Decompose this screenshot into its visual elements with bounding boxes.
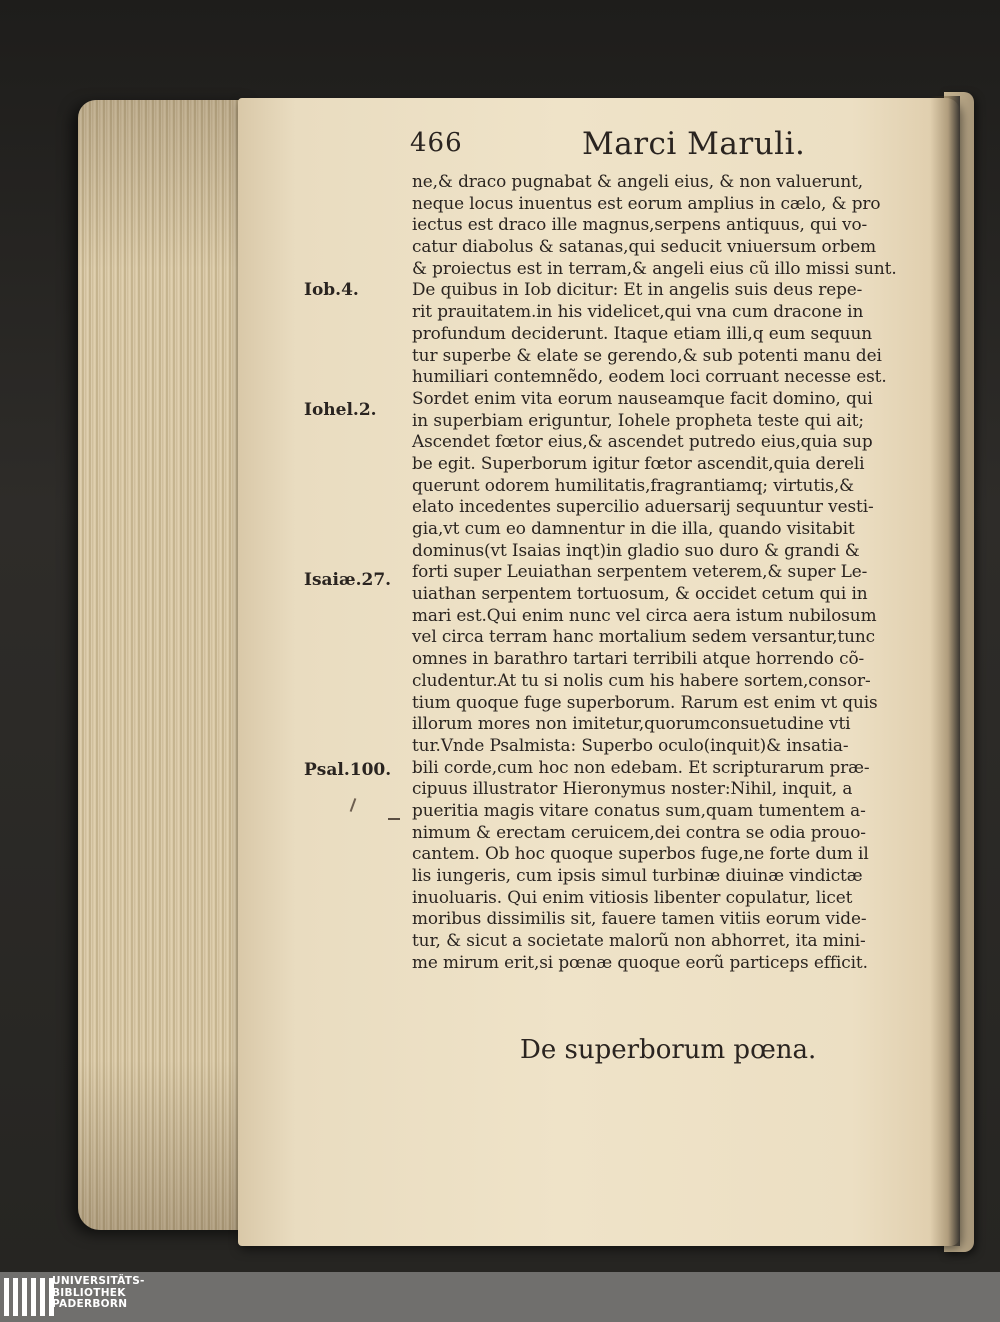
text-line: De quibus in Iob dicitur: Et in angelis suis deus repe- — [412, 280, 863, 301]
library-name-line-2: BIBLIOTHEK — [52, 1286, 126, 1299]
running-head: Marci Maruli. — [582, 126, 806, 162]
text-line: & proiectus est in terram,& angeli eius cũ illo missi sunt. — [412, 258, 897, 279]
text-line: inuoluaris. Qui enim vitiosis libenter copulatur, licet — [412, 887, 853, 908]
text-line: cipuus illustrator Hieronymus noster:Nihil, inquit, a — [412, 779, 853, 800]
text-line: Sordet enim vita eorum nauseamque facit domino, qui — [412, 388, 873, 409]
text-line: elato incedentes supercilio aduersarij sequuntur vesti- — [412, 497, 874, 518]
library-name-line-1: UNIVERSITÄTS- — [52, 1275, 145, 1287]
text-line: neque locus inuentus est eorum amplius in cælo, & pro — [412, 193, 881, 214]
text-line: nimum & erectam ceruicem,dei contra se odia prouo- — [412, 822, 866, 843]
text-line: catur diabolus & satanas,qui seducit vniuersum orbem — [412, 237, 877, 258]
text-line: pueritia magis vitare conatus sum,quam tumentem a- — [412, 800, 866, 821]
text-line: gia,vt cum eo damnentur in die illa, quando visitabit — [412, 519, 855, 539]
page-edges-shading — [78, 100, 250, 1230]
text-line: omnes in barathro tartari terribili atque horrendo cõ- — [412, 649, 865, 670]
text-line: lis iungeris, cum ipsis simul turbinæ diuinæ vindictæ — [412, 866, 863, 886]
text-line: forti super Leuiathan serpentem veterem,& super Le- — [412, 562, 868, 583]
text-line: vel circa terram hanc mortalium sedem versantur,tunc — [412, 627, 875, 648]
margin-note-isaiae: Isaiæ.27. — [304, 570, 392, 590]
text-line: humiliari contemnẽdo, eodem loci corruant necesse est. — [412, 367, 887, 388]
text-line: be egit. Superborum igitur fœtor ascendit,quia dereli — [412, 453, 865, 474]
text-line: in superbiam eriguntur, Iohele propheta teste qui ait; — [412, 410, 864, 431]
text-line: cantem. Ob hoc quoque superbos fuge,ne forte dum il — [412, 844, 869, 865]
text-line: tur superbe & elate se gerendo,& sub potenti manu dei — [412, 345, 882, 366]
text-line: uiathan serpentem tortuosum, & occidet cetum qui in — [412, 584, 868, 605]
text-line: iectus est draco ille magnus,serpens antiquus, qui vo- — [412, 215, 868, 236]
text-line: me mirum erit,si pœnæ quoque eorũ particeps efficit. — [412, 952, 868, 973]
text-line: cludentur.At tu si nolis cum his habere sortem,consor- — [412, 670, 871, 691]
text-line: querunt odorem humilitatis,fragrantiamq; virtutis,& — [412, 475, 855, 496]
margin-note-psal: Psal.100. — [304, 760, 392, 780]
text-line: Ascendet fœtor eius,& ascendet putredo eius,quia sup — [412, 432, 873, 453]
section-heading: De superborum pœna. — [520, 1035, 817, 1065]
text-line: tur.Vnde Psalmista: Superbo oculo(inquit)& insatia- — [412, 735, 849, 756]
margin-note-iohel: Iohel.2. — [304, 400, 377, 420]
ink-dash — [388, 818, 400, 820]
library-name-line-3: PADERBORN — [52, 1298, 128, 1310]
page-header — [410, 128, 930, 168]
text-line: profundum deciderunt. Itaque etiam illi,q eum sequun — [412, 323, 872, 344]
page-number: 466 — [410, 128, 463, 158]
body-text — [412, 172, 932, 974]
library-name — [52, 1276, 145, 1311]
text-line: rit prauitatem.in his videlicet,qui vna cum dracone in — [412, 302, 864, 323]
text-line: mari est.Qui enim nunc vel circa aera istum nubilosum — [412, 605, 877, 626]
text-line: tur, & sicut a societate malorũ non abhorret, ita mini- — [412, 931, 866, 952]
library-footer — [0, 1272, 1000, 1322]
text-line: dominus(vt Isaias inqt)in gladio suo duro & grandi & — [412, 540, 860, 561]
text-line: tium quoque fuge superborum. Rarum est enim vt quis — [412, 692, 878, 713]
page-gutter-shadow — [930, 96, 960, 1246]
text-line: moribus dissimilis sit, fauere tamen vitiis eorum vide- — [412, 909, 867, 930]
text-line: ne,& draco pugnabat & angeli eius, & non valuerunt, — [412, 172, 864, 192]
text-line: illorum mores non imitetur,quorumconsuetudine vti — [412, 714, 851, 735]
text-line: bili corde,cum hoc non edebam. Et scripturarum præ- — [412, 757, 870, 778]
margin-note-iob: Iob.4. — [304, 280, 359, 300]
library-logo-icon — [4, 1278, 54, 1316]
